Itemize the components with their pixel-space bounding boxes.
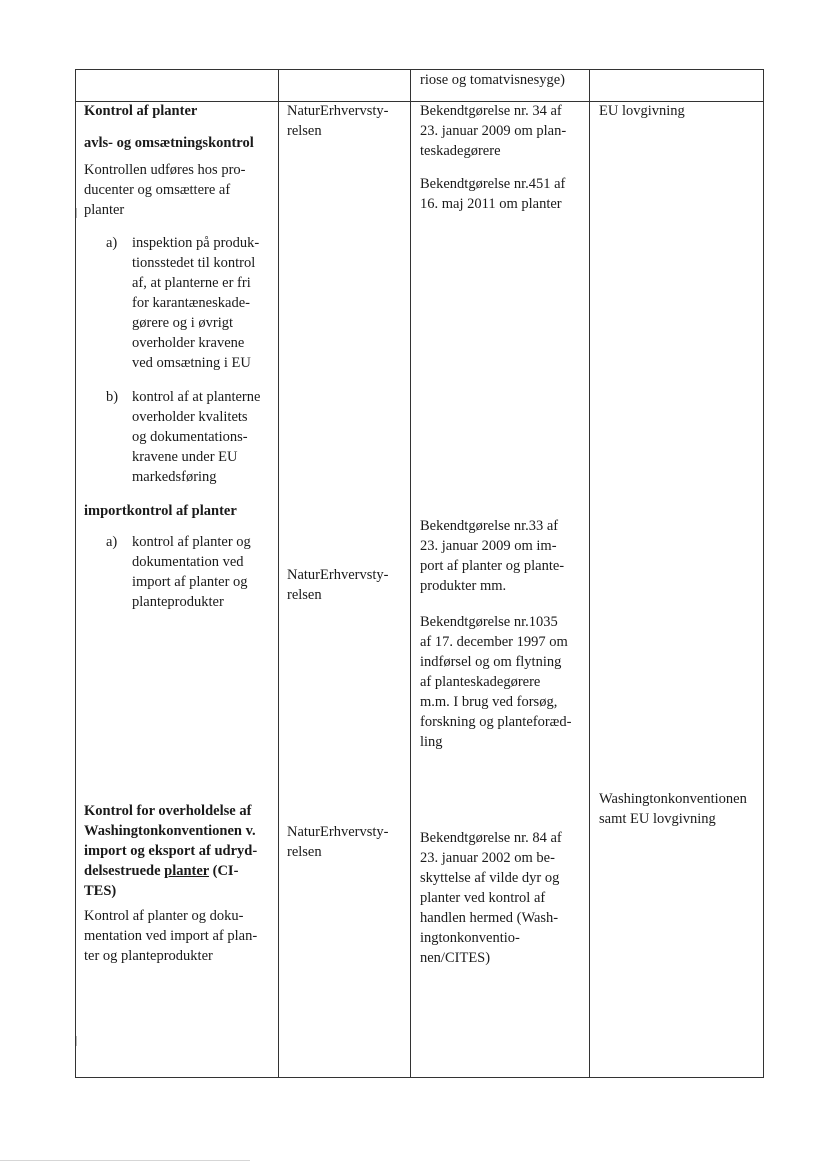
text-line: NaturErhvervsty-: [287, 824, 389, 840]
text-line: kontrol af planter og: [132, 534, 251, 550]
text-line: samt EU lovgivning: [599, 811, 716, 827]
section3-authority: [287, 822, 388, 862]
section2-legal-reference: [420, 612, 571, 752]
text-line: relsen: [287, 844, 322, 860]
section1-subtitle: avls- og omsætningskontrol: [84, 135, 254, 151]
section1-legal-reference: [420, 174, 565, 214]
text-line: m.m. I brug ved forsøg,: [420, 694, 558, 710]
text-line: planteprodukter: [132, 594, 224, 610]
title-text: (CI-: [209, 863, 239, 879]
text-line: Bekendtgørelse nr.1035: [420, 614, 558, 630]
text-line: af 17. december 1997 om: [420, 634, 568, 650]
section1-legal-basis: EU lovgivning: [599, 103, 685, 119]
text-line: riose og tomatvisnesyge): [420, 72, 565, 88]
text-line: overholder kravene: [132, 335, 245, 351]
section3-description: [84, 906, 257, 966]
text-line: ling: [420, 734, 443, 750]
text-line: af planteskadegørere: [420, 674, 541, 690]
section2-title: importkontrol af planter: [84, 503, 237, 519]
text-line: Bekendtgørelse nr. 84 af: [420, 830, 562, 846]
text-line: relsen: [287, 587, 322, 603]
table-column-divider: [410, 69, 411, 1078]
text-line: relsen: [287, 123, 322, 139]
section3-legal-reference: [420, 828, 562, 968]
text-line: mentation ved import af plan-: [84, 928, 258, 944]
text-line: ved omsætning i EU: [132, 355, 251, 371]
text-line: af, at planterne er fri: [132, 275, 251, 291]
text-line: [84, 861, 257, 881]
text-line: NaturErhvervsty-: [287, 103, 389, 119]
text-line: Kontrollen udføres hos pro-: [84, 162, 246, 178]
top-row-continued-text: [420, 70, 565, 90]
text-line: ducenter og omsættere af: [84, 182, 231, 198]
text-line: Washingtonkonventionen v.: [84, 823, 256, 839]
text-line: indførsel og om flytning: [420, 654, 562, 670]
text-line: port af planter og plante-: [420, 558, 565, 574]
scan-mark: [76, 1036, 77, 1046]
section3-title: [84, 801, 257, 901]
text-line: produkter mm.: [420, 578, 507, 594]
text-line: gørere og i øvrigt: [132, 315, 234, 331]
text-line: tionsstedet til kontrol: [132, 255, 256, 271]
text-line: 23. januar 2009 om im-: [420, 538, 557, 554]
text-line: 16. maj 2011 om planter: [420, 196, 562, 212]
text-line: Bekendtgørelse nr. 34 af: [420, 103, 562, 119]
text-line: forskning og planteforæd-: [420, 714, 572, 730]
text-line: NaturErhvervsty-: [287, 567, 389, 583]
text-line: Bekendtgørelse nr.33 af: [420, 518, 559, 534]
list-item: [132, 532, 251, 612]
text-line: Kontrol af planter og doku-: [84, 908, 244, 924]
text-line: Kontrol for overholdelse af: [84, 803, 252, 819]
text-line: planter: [84, 202, 125, 218]
text-line: ter og planteprodukter: [84, 948, 213, 964]
list-item: [132, 387, 260, 487]
text-line: overholder kvalitets: [132, 409, 248, 425]
section2-legal-reference: [420, 516, 564, 596]
text-line: planter ved kontrol af: [420, 890, 546, 906]
text-line: dokumentation ved: [132, 554, 244, 570]
text-line: inspektion på produk-: [132, 235, 260, 251]
section1-intro: [84, 160, 245, 220]
text-line: 23. januar 2009 om plan-: [420, 123, 567, 139]
text-line: handlen hermed (Wash-: [420, 910, 559, 926]
table-column-divider: [278, 69, 279, 1078]
title-text: delsestruede: [84, 863, 165, 879]
table-column-divider: [589, 69, 590, 1078]
text-line: Bekendtgørelse nr.451 af: [420, 176, 566, 192]
list-marker: a): [106, 235, 118, 251]
text-line: Washingtonkonventionen: [599, 791, 747, 807]
section3-legal-basis: [599, 789, 747, 829]
section2-authority: [287, 565, 388, 605]
underlined-word: planter: [164, 863, 209, 879]
text-line: TES): [84, 883, 117, 899]
text-line: 23. januar 2002 om be-: [420, 850, 555, 866]
text-line: ingtonkonventio-: [420, 930, 520, 946]
list-item: [132, 233, 259, 373]
list-marker: b): [106, 389, 119, 405]
section1-title: Kontrol af planter: [84, 103, 198, 119]
text-line: kontrol af at planterne: [132, 389, 261, 405]
section1-authority: [287, 101, 388, 141]
text-line: teskadegørere: [420, 143, 501, 159]
list-marker: a): [106, 534, 118, 550]
text-line: markedsføring: [132, 469, 217, 485]
scan-edge-line: [0, 1160, 250, 1161]
section1-legal-reference: [420, 101, 566, 161]
text-line: for karantæneskade-: [132, 295, 250, 311]
scan-mark: [76, 208, 77, 218]
text-line: og dokumentations-: [132, 429, 248, 445]
text-line: import og eksport af udryd-: [84, 843, 258, 859]
text-line: kravene under EU: [132, 449, 238, 465]
text-line: skyttelse af vilde dyr og: [420, 870, 560, 886]
text-line: import af planter og: [132, 574, 248, 590]
text-line: nen/CITES): [420, 950, 491, 966]
